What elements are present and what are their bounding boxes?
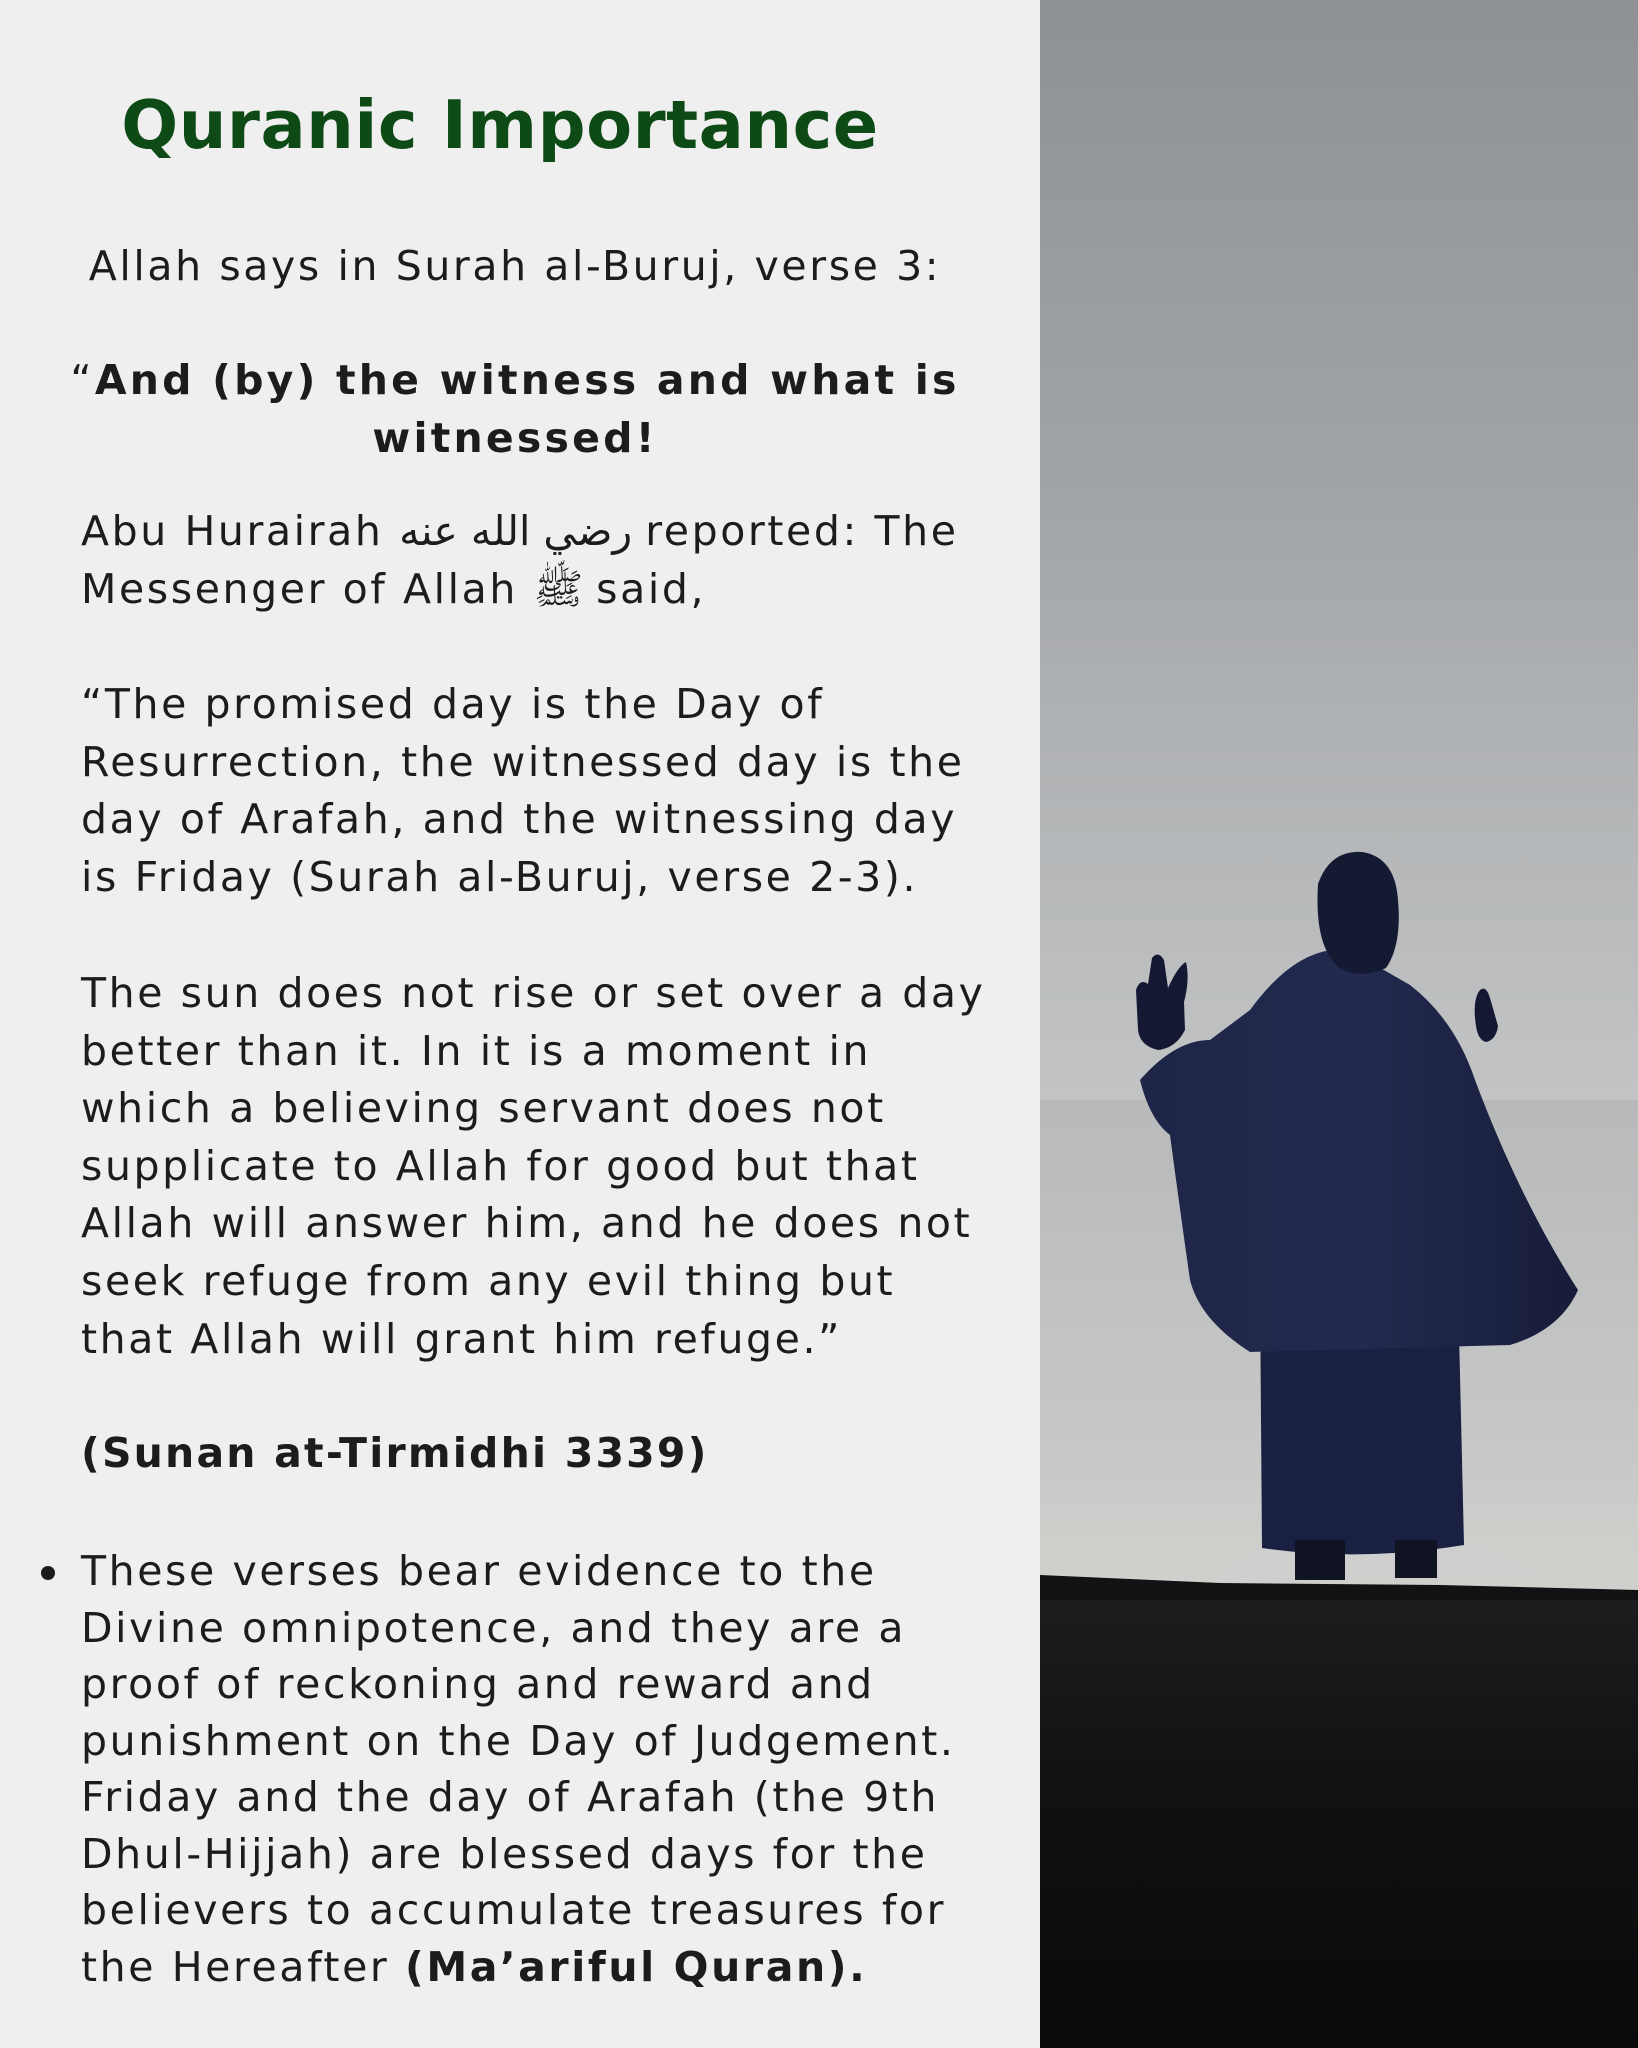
bullet-line: Divine omnipotence, and they are a <box>81 1603 907 1652</box>
hadith-paragraph-2 <box>81 965 986 1368</box>
page-title: Quranic Importance <box>121 86 879 164</box>
hadith-p2-line: supplicate to Allah for good but that <box>81 1141 920 1190</box>
narration-line-2: Messenger of Allah ﷺ said, <box>81 564 707 613</box>
narration-line-1: Abu Hurairah رضي الله عنه reported: The <box>81 507 959 555</box>
hadith-p2-line: The sun does not rise or set over a day <box>81 969 986 1017</box>
hadith-paragraph-1 <box>81 676 965 906</box>
figure-head <box>1317 852 1398 974</box>
figure-foot <box>1395 1540 1437 1578</box>
verse-line-1 <box>0 352 1030 410</box>
narration-text <box>81 503 959 618</box>
bullet-last-line-citation: (Ma’ariful Quran). <box>404 1942 868 1991</box>
figure-foot <box>1295 1540 1345 1580</box>
verse-open-quote: “ <box>70 356 95 404</box>
hadith-p1-line: Resurrection, the witnessed day is the <box>81 737 965 786</box>
source-citation: (Sunan at-Tirmidhi 3339) <box>81 1429 709 1477</box>
bullet-paragraph <box>81 1543 956 1995</box>
hadith-p2-line: better than it. In it is a moment in <box>81 1026 872 1075</box>
bullet-last-line <box>81 1939 956 1996</box>
hadith-p1-line: is Friday (Surah al-Buruj, verse 2-3). <box>81 852 919 901</box>
hadith-p1-line: “The promised day is the Day of <box>81 680 825 728</box>
bullet-line: Friday and the day of Arafah (the 9th <box>81 1773 940 1821</box>
hadith-p1-line: day of Arafah, and the witnessing day <box>81 795 958 844</box>
bullet-last-line-text: the Hereafter <box>81 1942 405 1991</box>
verse-quote <box>0 352 1030 467</box>
ground-shadow <box>1040 1600 1638 2048</box>
bullet-line: proof of reckoning and reward and <box>81 1660 875 1708</box>
verse-line-2: witnessed! <box>372 413 658 462</box>
hadith-p2-line: which a believing servant does not <box>81 1084 886 1133</box>
hadith-p2-line: that Allah will grant him refuge.” <box>81 1314 842 1363</box>
bullet-line: believers to accumulate treasures for <box>81 1886 947 1934</box>
hadith-p2-line: Allah will answer him, and he does not <box>81 1199 973 1248</box>
bullet-line: These verses bear evidence to the <box>81 1547 877 1595</box>
verse-line-1-text: And (by) the witness and what is <box>94 356 960 404</box>
bullet-line: Dhul-Hijjah) are blessed days for the <box>81 1829 928 1878</box>
bullet-dot-icon <box>41 1566 55 1580</box>
intro-text: Allah says in Surah al-Buruj, verse 3: <box>88 242 942 290</box>
bullet-line: punishment on the Day of Judgement. <box>81 1716 956 1765</box>
photo-panel <box>1040 0 1638 2048</box>
hadith-p2-line: seek refuge from any evil thing but <box>81 1256 896 1305</box>
